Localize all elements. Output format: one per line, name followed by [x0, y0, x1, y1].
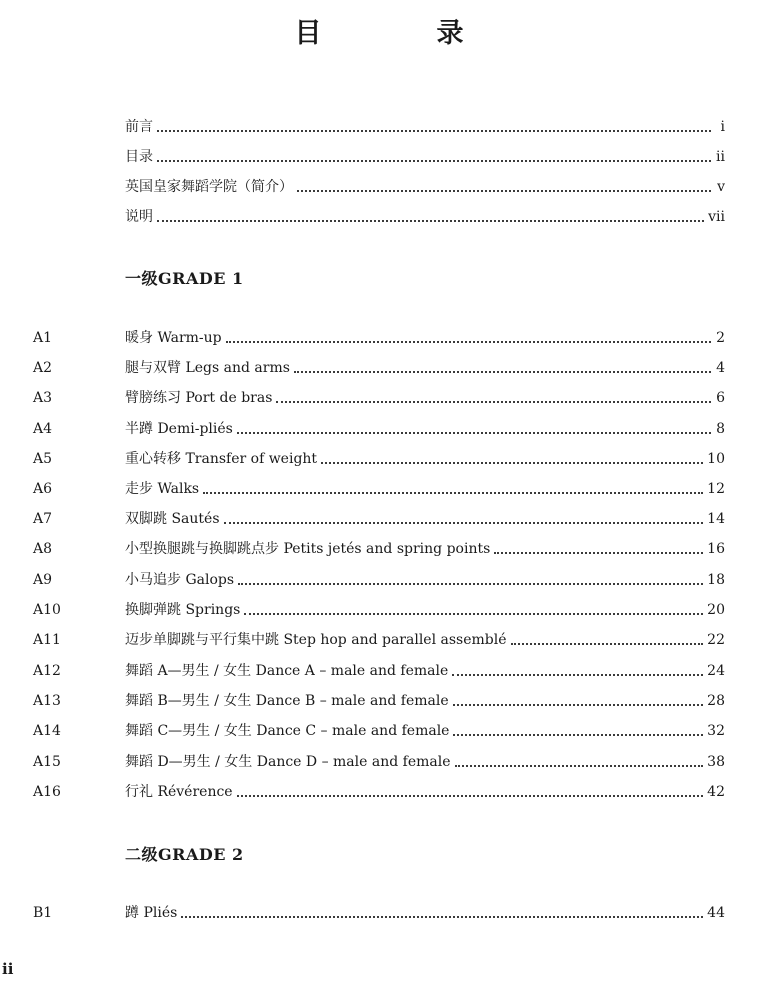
toc-page-number: 6 — [716, 390, 725, 406]
toc-entry[interactable] — [125, 720, 725, 742]
toc-label: 双脚跳 Sautés — [125, 511, 220, 527]
toc-entry[interactable] — [125, 538, 725, 560]
toc-label: 小型换腿跳与换脚跳点步 Petits jetés and spring points — [125, 541, 491, 557]
toc-entry[interactable] — [125, 206, 725, 228]
toc-entry[interactable] — [125, 327, 725, 349]
toc-page-number: 10 — [707, 451, 725, 467]
toc-row[interactable] — [0, 538, 758, 560]
toc-label: 半蹲 Demi-pliés — [125, 421, 233, 437]
toc-row[interactable] — [0, 146, 758, 168]
toc-row[interactable] — [0, 660, 758, 682]
toc-label: 说明 — [125, 209, 153, 225]
toc-row[interactable] — [0, 418, 758, 440]
toc-page-number: 4 — [716, 360, 725, 376]
toc-row[interactable] — [0, 902, 758, 924]
leader-dots — [453, 703, 704, 706]
toc-entry[interactable] — [125, 418, 725, 440]
toc-entry[interactable] — [125, 751, 725, 773]
toc-row[interactable] — [0, 387, 758, 409]
leader-dots — [321, 461, 703, 464]
toc-row[interactable] — [0, 448, 758, 470]
toc-label: 舞蹈 C—男生 / 女生 Dance C – male and female — [125, 723, 450, 739]
toc-page-number: 12 — [707, 481, 725, 497]
entry-code: A7 — [33, 511, 53, 527]
leader-dots — [224, 521, 704, 524]
entry-code: A11 — [33, 632, 61, 648]
entry-code: A13 — [33, 693, 61, 709]
toc-page-number: 14 — [707, 511, 725, 527]
toc-row[interactable] — [0, 629, 758, 651]
toc-row[interactable] — [0, 357, 758, 379]
toc-label: 蹲 Pliés — [125, 905, 178, 921]
leader-dots — [157, 129, 711, 132]
toc-page-number: 24 — [707, 663, 725, 679]
leader-dots — [226, 340, 711, 343]
toc-page-number: v — [717, 179, 725, 195]
leader-dots — [494, 551, 703, 554]
leader-dots — [157, 159, 711, 162]
grade-1-heading: 一级GRADE 1 — [125, 269, 244, 288]
leader-dots — [244, 612, 703, 615]
toc-entry[interactable] — [125, 176, 725, 198]
entry-code: A16 — [33, 784, 61, 800]
toc-row[interactable] — [0, 720, 758, 742]
toc-row[interactable] — [0, 508, 758, 530]
toc-entry[interactable] — [125, 508, 725, 530]
toc-page-number: i — [720, 119, 725, 135]
toc-row[interactable] — [0, 206, 758, 228]
leader-dots — [237, 794, 704, 797]
toc-page-number: 20 — [707, 602, 725, 618]
toc-label: 英国皇家舞蹈学院（简介） — [125, 179, 293, 195]
entry-code: A1 — [33, 330, 53, 346]
toc-label: 小马追步 Galops — [125, 572, 235, 588]
toc-label: 舞蹈 B—男生 / 女生 Dance B – male and female — [125, 693, 449, 709]
toc-entry[interactable] — [125, 902, 725, 924]
entry-code: A9 — [33, 572, 53, 588]
entry-code: A5 — [33, 451, 53, 467]
leader-dots — [294, 370, 711, 373]
toc-label: 迈步单脚跳与平行集中跳 Step hop and parallel assemblé — [125, 632, 507, 648]
toc-entry[interactable] — [125, 599, 725, 621]
entry-code: B1 — [33, 905, 53, 921]
toc-entry[interactable] — [125, 660, 725, 682]
toc-row[interactable] — [0, 478, 758, 500]
entry-code: A15 — [33, 754, 61, 770]
toc-row[interactable] — [0, 690, 758, 712]
toc-label: 臂膀练习 Port de bras — [125, 390, 273, 406]
entry-code: A4 — [33, 421, 53, 437]
toc-page-number: 32 — [707, 723, 725, 739]
toc-entry[interactable] — [125, 116, 725, 138]
toc-label: 行礼 Révérence — [125, 784, 233, 800]
toc-row[interactable] — [0, 751, 758, 773]
toc-page-number: ii — [716, 149, 725, 165]
entry-code: A8 — [33, 541, 53, 557]
toc-entry[interactable] — [125, 690, 725, 712]
grade-2-heading: 二级GRADE 2 — [125, 845, 244, 864]
leader-dots — [297, 189, 711, 192]
toc-label: 腿与双臂 Legs and arms — [125, 360, 290, 376]
toc-row[interactable] — [0, 569, 758, 591]
toc-row[interactable] — [0, 327, 758, 349]
leader-dots — [276, 400, 711, 403]
toc-row[interactable] — [0, 176, 758, 198]
page-title: 目 录 — [294, 18, 508, 49]
entry-code: A2 — [33, 360, 53, 376]
toc-label: 重心转移 Transfer of weight — [125, 451, 318, 467]
toc-entry[interactable] — [125, 629, 725, 651]
toc-entry[interactable] — [125, 781, 725, 803]
toc-page-number: 28 — [707, 693, 725, 709]
toc-page-number: vii — [708, 209, 725, 225]
leader-dots — [452, 673, 703, 676]
leader-dots — [237, 431, 711, 434]
toc-label: 前言 — [125, 119, 153, 135]
toc-label: 舞蹈 A—男生 / 女生 Dance A – male and female — [125, 663, 449, 679]
entry-code: A3 — [33, 390, 53, 406]
leader-dots — [455, 764, 704, 767]
toc-row[interactable] — [0, 781, 758, 803]
toc-page-number: 22 — [707, 632, 725, 648]
toc-entry[interactable] — [125, 357, 725, 379]
toc-row[interactable] — [0, 116, 758, 138]
toc-label: 走步 Walks — [125, 481, 200, 497]
toc-page-number: 18 — [707, 572, 725, 588]
toc-entry[interactable] — [125, 569, 725, 591]
toc-entry[interactable] — [125, 448, 725, 470]
entry-code: A12 — [33, 663, 61, 679]
toc-page-number: 2 — [716, 330, 725, 346]
entry-code: A6 — [33, 481, 53, 497]
entry-code: A14 — [33, 723, 61, 739]
leader-dots — [453, 733, 703, 736]
leader-dots — [511, 642, 704, 645]
toc-page-number: 8 — [716, 421, 725, 437]
toc-entry[interactable] — [125, 387, 725, 409]
toc-page-number: 42 — [707, 784, 725, 800]
toc-label: 舞蹈 D—男生 / 女生 Dance D – male and female — [125, 754, 451, 770]
toc-entry[interactable] — [125, 478, 725, 500]
toc-page-number: 38 — [707, 754, 725, 770]
toc-page-number: 16 — [707, 541, 725, 557]
toc-label: 暖身 Warm-up — [125, 330, 222, 346]
toc-label: 换脚弹跳 Springs — [125, 602, 241, 618]
toc-entry[interactable] — [125, 146, 725, 168]
toc-label: 目录 — [125, 149, 153, 165]
leader-dots — [203, 491, 703, 494]
toc-row[interactable] — [0, 599, 758, 621]
leader-dots — [157, 219, 704, 222]
page-folio: ii — [2, 960, 14, 978]
entry-code: A10 — [33, 602, 61, 618]
leader-dots — [181, 915, 703, 918]
toc-page-number: 44 — [707, 905, 725, 921]
leader-dots — [238, 582, 703, 585]
